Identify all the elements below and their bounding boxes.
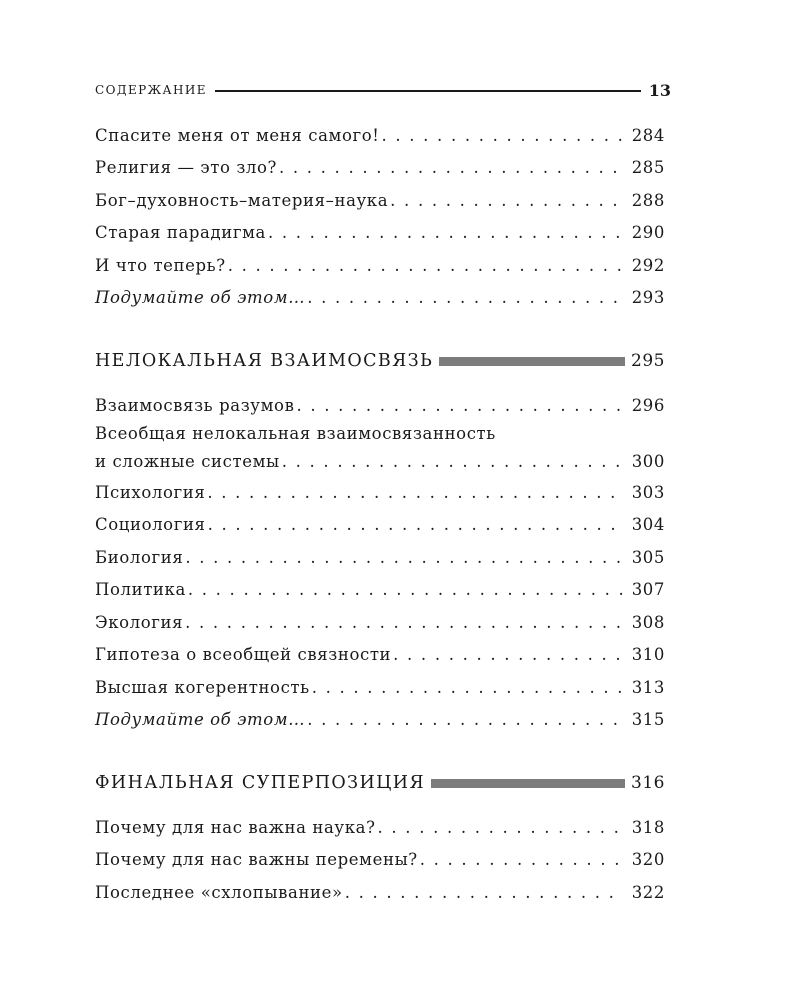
toc-entry[interactable] [95,252,665,278]
toc-entry-page: 303 [631,483,665,502]
toc-entry[interactable] [95,511,665,537]
running-header [95,79,671,101]
toc-entry[interactable] [95,674,665,700]
toc-entry-title: Политика [95,580,186,599]
section-page: 316 [631,773,665,793]
section-heading-final[interactable] [95,769,665,797]
toc-entry-page: 285 [631,158,665,177]
toc-entry[interactable] [95,609,665,635]
toc-entry-title: Высшая когерентность [95,678,310,697]
toc-entry-page: 284 [631,126,665,145]
dot-leader [185,546,623,570]
toc-entry[interactable] [95,814,665,840]
toc-entry[interactable] [95,219,665,245]
dot-leader [208,513,623,537]
toc-entry[interactable] [95,392,665,418]
toc-entry-title: Подумайте об этом… [95,288,306,307]
dot-leader [382,124,624,148]
toc-entry[interactable] [95,422,665,474]
toc-entry-page: 293 [631,288,665,307]
toc-entry-page: 296 [631,396,665,415]
toc-entry[interactable] [95,641,665,667]
toc-entry-page: 308 [631,613,665,632]
toc-entry-page: 300 [631,452,665,471]
section-heading-nonlocal[interactable] [95,347,665,375]
dot-leader [268,221,623,245]
dot-leader [188,578,623,602]
toc-entry[interactable] [95,544,665,570]
toc-entry-page: 318 [631,818,665,837]
toc-entry-page: 310 [631,645,665,664]
toc-entry[interactable] [95,187,665,213]
section-title: НЕЛОКАЛЬНАЯ ВЗАИМОСВЯЗЬ [95,351,434,371]
dot-leader [207,481,623,505]
toc-entry-title: Экология [95,613,184,632]
toc-entry-title: Последнее «схлопывание» [95,883,343,902]
toc-entry-title: Почему для нас важны перемены? [95,850,418,869]
toc-entry-title: Почему для нас важна наука? [95,818,376,837]
toc-entry-title-line2: и сложные системы [95,452,280,471]
dot-leader [185,611,623,635]
dot-leader [345,881,623,905]
toc-entry[interactable] [95,879,665,905]
page-number: 13 [648,80,671,100]
toc-entry-title: Религия — это зло? [95,158,277,177]
toc-entry-title: Старая парадигма [95,223,266,242]
toc-entry-page: 307 [631,580,665,599]
section-bar [439,357,625,366]
toc-entry-title: Бог–духовность–материя–наука [95,191,389,210]
dot-leader [393,643,623,667]
dot-leader [282,450,623,474]
section-title: ФИНАЛЬНАЯ СУПЕРПОЗИЦИЯ [95,773,425,793]
toc-entry-page: 290 [631,223,665,242]
section-bar [431,779,625,788]
toc-entry-title: И что теперь? [95,256,226,275]
toc-entry-title: Спасите меня от меня самого! [95,126,380,145]
toc-entry[interactable] [95,122,665,148]
dot-leader [378,816,623,840]
toc-entry-page: 304 [631,515,665,534]
toc-entry-page: 315 [631,710,665,729]
toc-entry-page: 305 [631,548,665,567]
toc-entry[interactable] [95,479,665,505]
dot-leader [279,156,623,180]
toc-entry-title: Биология [95,548,184,567]
running-header-rule [215,90,641,92]
toc-entry-title: Психология [95,483,206,502]
running-header-title: СОДЕРЖАНИЕ [95,83,207,97]
toc-entry-title: Социология [95,515,206,534]
dot-leader [420,848,623,872]
toc-entry-page: 313 [631,678,665,697]
dot-leader [390,189,623,213]
toc-entry-title: Гипотеза о всеобщей связности [95,645,392,664]
toc-entry-page: 288 [631,191,665,210]
dot-leader [296,394,623,418]
toc-entry[interactable] [95,706,665,732]
dot-leader [307,286,623,310]
toc-entry-title: Взаимосвязь разумов [95,396,295,415]
toc-entry-title: Подумайте об этом… [95,710,306,729]
dot-leader [228,254,623,278]
toc-entry[interactable] [95,846,665,872]
toc-entry[interactable] [95,154,665,180]
dot-leader [312,676,623,700]
toc-entry[interactable] [95,576,665,602]
section-page: 295 [631,351,665,371]
toc-entry[interactable] [95,284,665,310]
toc-entry-page: 320 [631,850,665,869]
toc-entry-title-line1: Всеобщая нелокальная взаимосвязанность [95,424,496,443]
toc-entry-page: 292 [631,256,665,275]
dot-leader [307,708,623,732]
toc-entry-page: 322 [631,883,665,902]
